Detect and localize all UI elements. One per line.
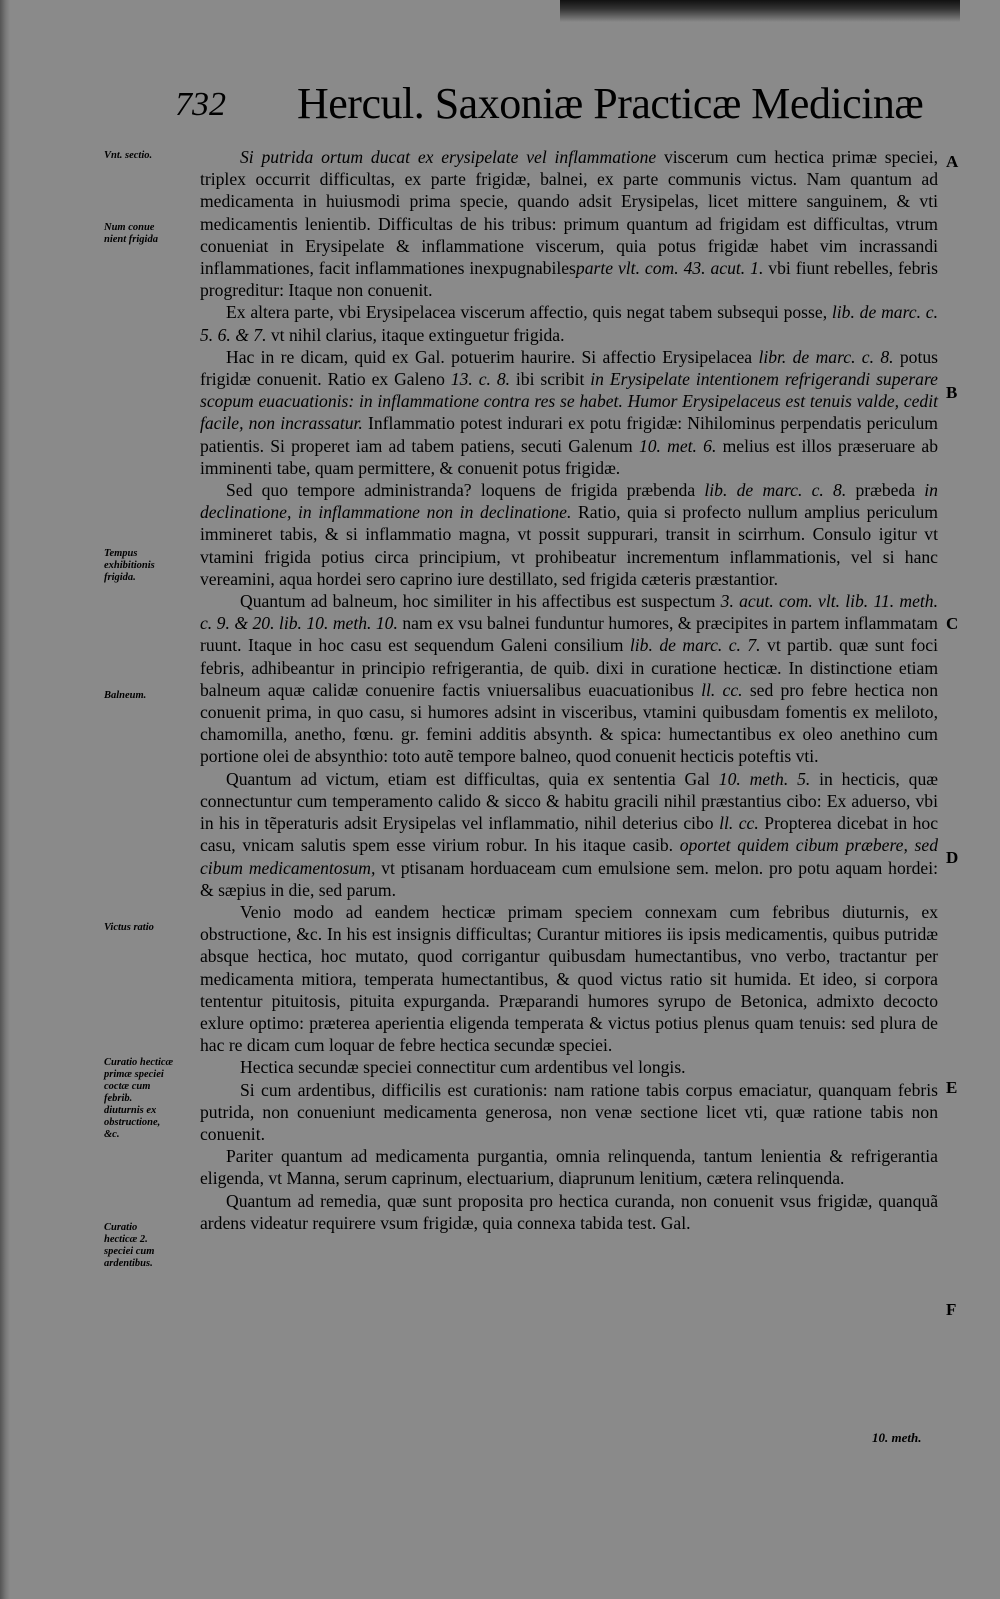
text-run: Quantum ad victum, etiam est difficultas, quia ex sententia Gal	[226, 768, 710, 789]
text-run: nam ex vsu balnei funduntur humores, & præcipites in partem inflammatam ruunt. Itaque in hoc casu est sequendum Galeni consilium	[200, 613, 938, 656]
marginal-note: Victus ratio	[104, 922, 154, 933]
paragraph	[200, 768, 938, 901]
text-run: Ex altera parte, vbi Erysipelacea viscerum affectio, quis negat tabem subsequi posse,	[226, 302, 828, 323]
text-run: præbeda	[846, 480, 916, 501]
paragraph: Si cum ardentibus, difficilis est curationis: nam ratione tabis corpus emaciatur, quanquam febris putrida, non conueniunt medicamenta generosa, non venæ sectione licet vti, quæ ratione tabis non conuenit.	[200, 1079, 938, 1144]
citation: lib. de marc. c. 7.	[629, 635, 761, 656]
paragraph	[200, 301, 938, 345]
text-run: in hecticis, quæ connectuntur cum temperamento calido & sicco & habitu gracili nihil præstantius cibo: Ex aduerso, vbi in his in tẽperaturis adsit Erysipelas vel inflammatio, nihil deterius cibo	[200, 768, 938, 834]
paragraph	[200, 146, 938, 301]
italic-phrase: Si putrida ortum ducat ex erysipelate vel inflammatione	[240, 147, 657, 167]
paragraph: Pariter quantum ad medicamenta purgantia, omnia relinquenda, tantum lenientia & refrigerantia eligenda, vt Manna, serum caprinum, electuarium, diaprunum lenitium, cætera relinquenda.	[200, 1146, 938, 1189]
section-letter: F	[946, 1300, 957, 1319]
text-run: vt ptisanam horduaceam cum emulsione sem. melon. pro potu aquam hordei: & sæpius in die, sed parum.	[200, 857, 938, 900]
quotation: in Erysipelate intentionem refrigerandi superare scopum euacuationis: in inflammatione contra res se habet. Humor Erysipelaceus est tenuis valde, cedit facile, non incrassatur.	[200, 369, 938, 434]
citation: parte vlt. com. 43. acut. 1.	[575, 258, 764, 279]
page-header	[170, 78, 924, 138]
section-letter: B	[946, 383, 958, 402]
paragraph	[200, 479, 938, 590]
citation: 10. met. 6.	[638, 435, 717, 456]
citation: lib. de marc. c. 8.	[704, 480, 847, 501]
text-run: Sed quo tempore administranda? loquens de frigida præbenda	[226, 480, 696, 501]
text-run: melius est illos præseruare ab imminenti tabe, quam permittere, & conuenit potus frigidæ.	[200, 435, 938, 478]
page-number: 732	[175, 86, 226, 123]
paragraph: Quantum ad remedia, quæ sunt proposita pro hectica curanda, non conuenit vsus frigidæ, quanquã ardens videatur requirere vsum frigidæ, quia connexa tabida test. Gal.	[200, 1190, 938, 1233]
text-run: ibi scribit	[510, 369, 585, 390]
text-run: Hac in re dicam, quid ex Gal. potuerim haurire. Si affectio Erysipelacea	[226, 346, 753, 367]
page-left-edge-shadow	[0, 0, 10, 1599]
text-run: viscerum cum hectica primæ speciei, triplex occurrit difficultas, ex parte frigidæ, balnei, ex parte communis victus. Nam quantum ad medicamenta in huiusmodi prima specie, quando adsit Erysipelas, licet mittere sanguinem, & vti medicamentis lenientib. Difficultas de his tribus: primum quantum ad frigidam est difficultas, vtrum conueniat in Erysipelate & inflammatione viscerum, quia potus frigidæ habet vim incrassandi inflammationes, facit inflammationes inexpugnabiles	[200, 147, 938, 279]
citation: ll. cc.	[719, 813, 759, 834]
text-run: Ratio, quia si profecto nullum amplius periculum immineret tabis, & si inflammatio magna, vt possit suppurari, transit in scirrhum. Consulo igitur vt vtamini frigida potius circa principium, vt prohibeatur incrementum inflammationis, vel si hanc vereamini, aqua hordei sero caprino iure destillato, sed frigida cæteris præstantior.	[200, 502, 938, 589]
quotation: in declinatione, in inflammatione non in declinatione.	[200, 480, 938, 523]
marginal-note: Vnt. sectio.	[104, 150, 153, 161]
paragraph: Venio modo ad eandem hecticæ primam speciem connexam cum febribus diuturnis, ex obstructione, &c. In his est insignis difficultas; Curantur mitiores iis ipsis medicamentis, quibus putridæ absque hectica, hoc mutato, quod corrigantur quibusdam humectantibus, vno verbo, tractantur per medicamenta mitiora, temperata humectantibus, & quod victus ratio sit humida. Et ideo, si corpora tententur pituitosis, pituita expurganda. Præparandi humores syrupo de Betonica, admixto decocto exlure optimo: præterea aperientia eligenda temperata & victus potius plenus quam tenuis: sed plura de hac re dicam cum loquar de febre hectica secundæ speciei.	[200, 901, 938, 1056]
catchword: 10. meth.	[872, 1430, 922, 1445]
marginal-note: Curatio hecticæ primæ speciei coctæ cum febrib. diuturnis ex obstructione, &c.	[104, 1057, 174, 1140]
citation: libr. de marc. c. 8.	[758, 346, 894, 367]
paragraph: Hectica secundæ speciei connectitur cum ardentibus vel longis.	[240, 1057, 686, 1078]
marginal-note: Curatio hecticæ 2. speciei cum ardentibus.	[104, 1222, 155, 1269]
citation: 10. meth. 5.	[718, 768, 811, 789]
text-run: vt nihil clarius, itaque extinguetur frigida.	[266, 324, 565, 345]
running-head: Hercul. Saxoniæ Practicæ Medicinæ	[297, 79, 924, 128]
marginal-note: Num conue nient frigida	[104, 222, 158, 245]
marginal-note: Balneum.	[104, 690, 147, 701]
text-run: sed pro febre hectica non conuenit prima, in quo casu, si humores adsint in visceribus, vtamini quibusdam fomentis ex meliloto, chamomilla, anetho, fœnu. gr. femini additis absynth. & spica: humectantibus ex oleo anethino cum portione olei de absynthio: toto autẽ tempore balneo, quod conuenit hecticis poteftis vti.	[200, 679, 939, 767]
page-top-edge-shadow	[560, 0, 960, 22]
text-run: Propterea dicebat in hoc casu, vnicam salutis spem esse virium robur. In his itaque casib.	[200, 813, 939, 856]
section-letter: C	[946, 614, 959, 633]
text-run: potus frigidæ conuenit. Ratio ex Galeno	[200, 346, 939, 390]
paragraph	[200, 590, 938, 768]
paragraph	[200, 346, 938, 479]
text-run: vt partib. quæ sunt foci febris, adhibeantur in principio refrigerantia, de quib. dixi in curatione hecticæ. In distinctione etiam balneum aquæ calidæ conuenire factis vniuersalibus euacuationibus	[200, 635, 938, 700]
text-run: Quantum ad balneum, hoc similiter in his affectibus est suspectum	[240, 591, 716, 612]
section-letter: A	[946, 152, 959, 171]
body-text	[200, 146, 938, 1234]
text-run: Inflammatio potest indurari ex potu frigidæ: Nihilominus perpendatis periculum patientis. Si properet iam ad tabem patiens, secuti Galenum	[200, 413, 938, 456]
citation: ll. cc.	[701, 679, 743, 700]
citation: 3. acut. com. vlt. lib. 11. meth. c. 9. & 20. lib. 10. meth. 10.	[200, 591, 938, 634]
citation: 13. c. 8.	[450, 369, 511, 390]
citation: lib. de marc. c. 5. 6. & 7.	[200, 302, 938, 345]
section-letter: E	[946, 1078, 958, 1097]
text-run: vbi fiunt rebelles, febris progreditur: Itaque non conuenit.	[200, 258, 938, 301]
marginal-note: Tempus exhibitionis frigida.	[104, 548, 155, 583]
section-letter: D	[946, 848, 959, 867]
quotation: oportet quidem cibum præbere, sed cibum medicamentosum,	[200, 835, 939, 878]
